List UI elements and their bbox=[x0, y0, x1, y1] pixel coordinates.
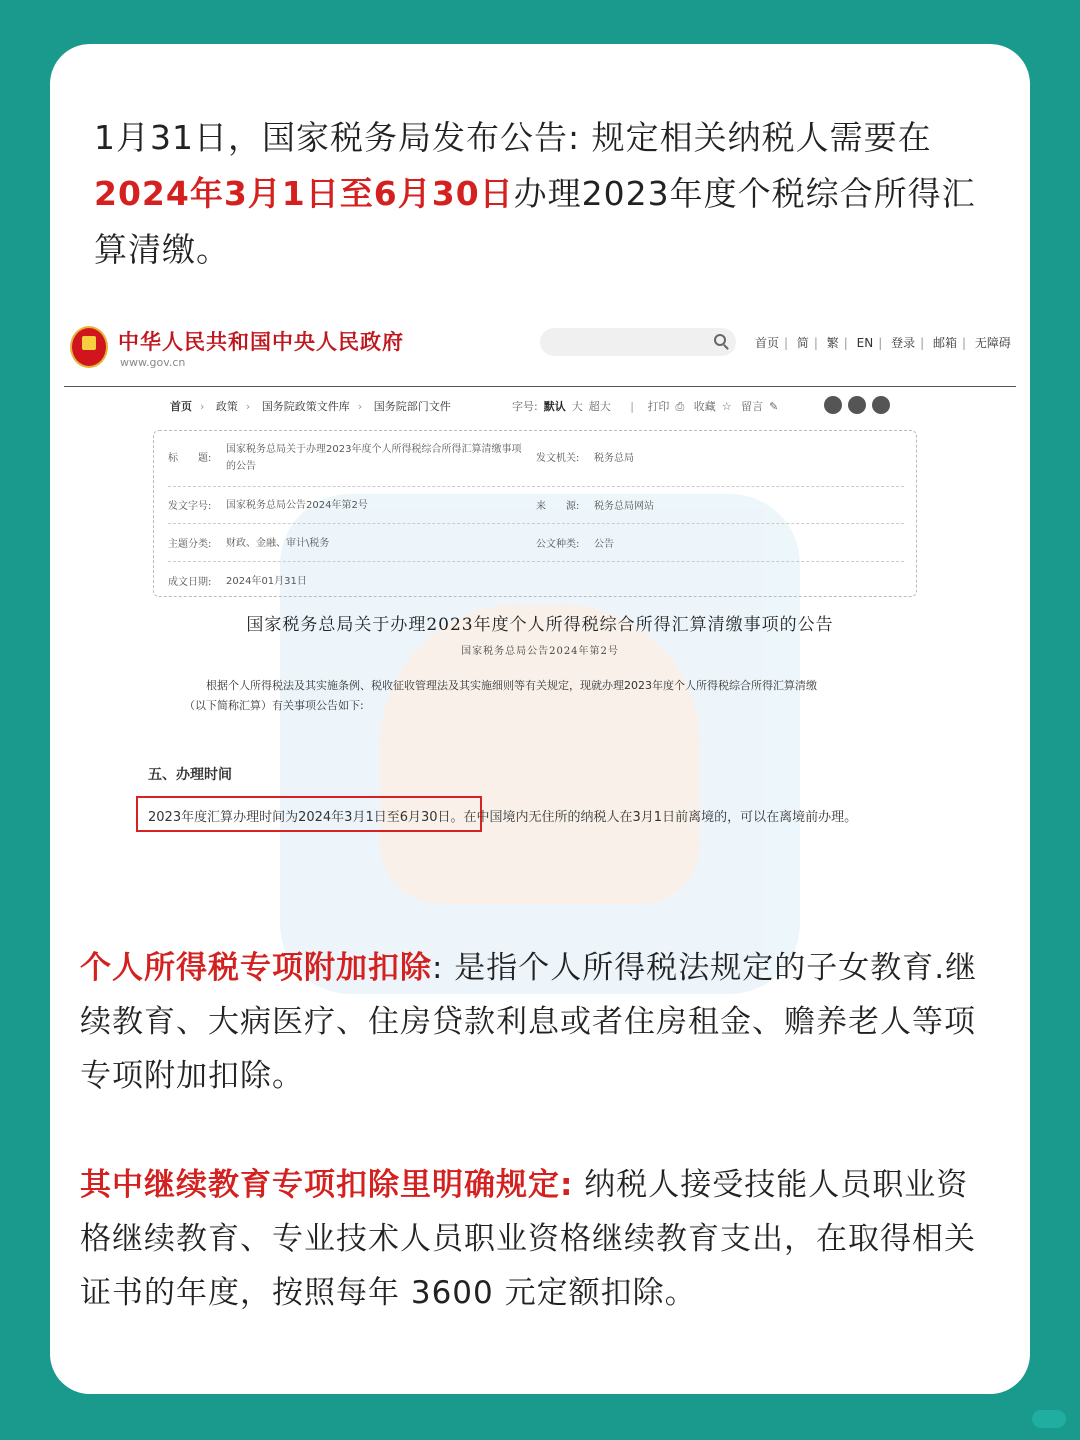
intro-date-highlight: 2024年3月1日至6月30日 bbox=[94, 174, 514, 213]
nav-link-home[interactable]: 首页 bbox=[755, 336, 780, 350]
nav-link-accessibility[interactable]: 无障碍 bbox=[974, 336, 1011, 350]
meta-source-value: 税务总局网站 bbox=[594, 501, 654, 512]
intro-paragraph bbox=[94, 110, 999, 278]
meta-issuer-value: 税务总局 bbox=[594, 453, 634, 464]
section-rest-text: 在中国境内无住所的纳税人在3月1日前离境的，可以在离境前办理。 bbox=[463, 810, 858, 825]
meta-divider bbox=[168, 486, 904, 488]
deduction-text: : 是指个人所得税法规定的子女教育.继续教育、大病医疗、住房贷款利息或者住房租金、赡养老人等项专项附加扣除。 bbox=[80, 950, 978, 1094]
continuing-education-paragraph bbox=[80, 1158, 1000, 1320]
header-divider bbox=[64, 386, 1016, 387]
nav-link-mail[interactable]: 邮箱 bbox=[933, 336, 958, 350]
breadcrumb-home[interactable]: 首页 bbox=[170, 400, 192, 413]
deduction-heading: 个人所得税专项附加扣除 bbox=[80, 950, 432, 986]
share-icons bbox=[824, 396, 896, 414]
intro-text: 1月31日，国家税务局发布公告: 规定相关纳税人需要在 bbox=[94, 118, 932, 157]
meta-date-label: 成文日期: bbox=[168, 577, 212, 588]
continuing-education-text: 纳税人接受技能人员职业资格继续教育、专业技术人员职业资格继续教育支出，在取得相关证书的年度，按照每年 3600 元定额扣除。 bbox=[80, 1167, 976, 1311]
section-heading: 五、办理时间 bbox=[148, 767, 232, 783]
comment-button[interactable]: 留言 bbox=[741, 400, 764, 413]
site-domain: www.gov.cn bbox=[120, 356, 186, 369]
content-card bbox=[50, 44, 1030, 1394]
national-emblem-icon bbox=[70, 326, 108, 368]
document-intro-line2: （以下简称汇算）有关事项公告如下: bbox=[184, 699, 364, 712]
deduction-definition-paragraph bbox=[80, 941, 1000, 1103]
breadcrumb-library[interactable]: 国务院政策文件库 bbox=[261, 400, 350, 413]
pencil-icon[interactable]: ✎ bbox=[769, 400, 779, 413]
nav-link-english[interactable]: EN bbox=[856, 336, 874, 350]
gov-site-header bbox=[64, 318, 1024, 388]
print-icon[interactable]: ⎙ bbox=[675, 400, 685, 413]
font-size-label: 字号: bbox=[512, 400, 538, 413]
breadcrumb-policy[interactable]: 政策 bbox=[215, 400, 238, 413]
print-button[interactable]: 打印 bbox=[647, 400, 670, 413]
meta-title-value: 国家税务总局关于办理2023年度个人所得税综合所得汇算清缴事项的公告 bbox=[226, 444, 522, 472]
search-icon[interactable] bbox=[714, 334, 726, 346]
top-nav-links: 首页 | 简 | 繁 | EN | 登录 | 邮箱 | 无障碍 bbox=[755, 336, 1011, 350]
section-text bbox=[148, 806, 857, 825]
site-title[interactable]: 中华人民共和国中央人民政府 bbox=[118, 330, 404, 354]
meta-title-label: 标 题: bbox=[168, 453, 212, 464]
font-size-xlarge[interactable]: 超大 bbox=[588, 400, 611, 413]
nav-link-traditional[interactable]: 繁 bbox=[826, 336, 839, 350]
weibo-icon[interactable] bbox=[824, 396, 842, 414]
wechat-icon[interactable] bbox=[848, 396, 866, 414]
document-number: 国家税务总局公告2024年第2号 bbox=[461, 646, 619, 657]
breadcrumb: 首页 › 政策 › 国务院政策文件库 › 国务院部门文件 字号: 默认 大 超大 | 打印 ⎙ 收藏 ☆ 留言 ✎ bbox=[170, 398, 920, 420]
meta-source-label: 来 源: bbox=[536, 501, 580, 512]
document-metadata-box bbox=[153, 430, 917, 597]
meta-category-label: 主题分类: bbox=[168, 539, 212, 550]
meta-date-value: 2024年01月31日 bbox=[226, 576, 307, 587]
nav-link-simplified[interactable]: 简 bbox=[796, 336, 809, 350]
meta-docno-value: 国家税务总局公告2024年第2号 bbox=[226, 500, 368, 511]
breadcrumb-dept-docs[interactable]: 国务院部门文件 bbox=[373, 400, 451, 413]
meta-type-label: 公文种类: bbox=[536, 539, 580, 550]
meta-issuer-label: 发文机关: bbox=[536, 453, 580, 464]
font-size-large[interactable]: 大 bbox=[571, 400, 583, 413]
search-input[interactable] bbox=[540, 328, 736, 356]
highlighted-date-text: 2023年度汇算办理时间为2024年3月1日至6月30日。 bbox=[148, 810, 464, 825]
meta-divider bbox=[168, 523, 904, 525]
continuing-education-heading: 其中继续教育专项扣除里明确规定: bbox=[80, 1167, 574, 1203]
meta-divider bbox=[168, 561, 904, 563]
meta-type-value: 公告 bbox=[594, 539, 614, 550]
star-icon[interactable]: ☆ bbox=[721, 400, 732, 413]
qzone-icon[interactable] bbox=[872, 396, 890, 414]
page-tools: 字号: 默认 大 超大 | 打印 ⎙ 收藏 ☆ 留言 ✎ bbox=[512, 400, 779, 413]
document-intro-line1: 根据个人所得税法及其实施条例、税收征收管理法及其实施细则等有关规定，现就办理2023年度个人所得税综合所得汇算清缴 bbox=[206, 679, 817, 692]
favorite-button[interactable]: 收藏 bbox=[693, 400, 716, 413]
platform-watermark-logo bbox=[1032, 1410, 1066, 1428]
meta-docno-label: 发文字号: bbox=[168, 501, 212, 512]
font-size-default[interactable]: 默认 bbox=[543, 400, 566, 413]
meta-category-value: 财政、金融、审计\税务 bbox=[226, 538, 330, 549]
nav-link-login[interactable]: 登录 bbox=[891, 336, 916, 350]
intro-text-after: 办理2023年度个税综合所得汇算清缴。 bbox=[94, 174, 976, 269]
document-title: 国家税务总局关于办理2023年度个人所得税综合所得汇算清缴事项的公告 bbox=[246, 615, 834, 635]
